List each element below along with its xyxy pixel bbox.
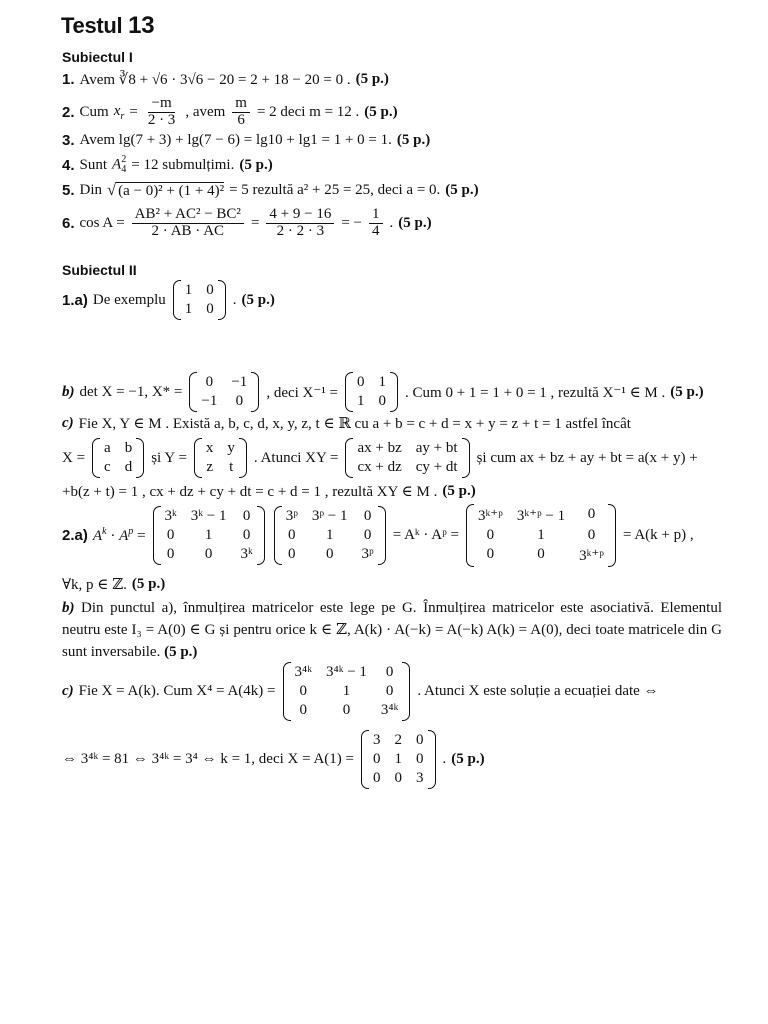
matrix-cell: cx + dz <box>357 459 402 475</box>
points-label: (5 p.) <box>442 483 476 499</box>
matrix-cell: 0 <box>242 508 251 524</box>
item-number: 3. <box>62 132 75 149</box>
item-text: Din punctul a), înmulțirea matricelor este lege pe G. Înmulțirea matricelor este asociativă. Elementul neutru este I₃ = A(0) ∈ G și pentru orice k ∈ ℤ, A(k) · A(−k) = A(−k) A(k) = A(0), deci toate matricele din G sunt inversabile. <box>62 600 723 660</box>
matrix-grid <box>181 280 218 320</box>
matrix-cell: 0 <box>205 374 214 390</box>
item-ii-1c-line2 <box>62 438 698 478</box>
matrix <box>189 372 259 412</box>
matrix-cell: 0 <box>242 527 251 543</box>
matrix-cell: t <box>229 459 234 475</box>
points-label: (5 p.) <box>364 103 398 120</box>
equals-sign: = <box>250 214 260 231</box>
matrix-cell: 1 <box>342 683 351 699</box>
matrix-cell: 0 <box>299 683 307 699</box>
item-label: c) <box>62 415 74 431</box>
matrix-cell: 1 <box>378 374 387 390</box>
numerator: −m <box>148 96 174 113</box>
matrix-cell: 3⁴ᵏ <box>294 664 312 680</box>
matrix-grid <box>100 438 136 478</box>
subscript: r <box>120 110 125 122</box>
matrix-cell: 0 <box>206 282 214 298</box>
item-text: . Atunci X este soluție a ecuației date ⇔ <box>417 683 659 699</box>
matrix-cell: 0 <box>537 546 545 562</box>
item-3 <box>62 132 430 149</box>
matrix-cell: 1 <box>357 393 365 409</box>
radicand: (a − 0)² + (1 + 4)² <box>118 183 225 199</box>
numerator: m <box>232 96 250 113</box>
matrix-cell: 0 <box>385 683 394 699</box>
arrangement-symbol <box>112 155 126 175</box>
matrix-cell: 0 <box>299 702 307 718</box>
item-text: ∀k, p ∈ ℤ. <box>62 577 127 593</box>
item-ii-2a-forall <box>62 575 165 594</box>
item-text: det X = −1, X* = <box>79 383 183 400</box>
matrix-cell: 0 <box>357 374 365 390</box>
matrix-cell: −1 <box>231 374 248 390</box>
matrix-grid <box>282 506 378 565</box>
item-text: . Atunci XY = <box>253 449 339 466</box>
matrix-cell: 0 <box>486 527 495 543</box>
item-text: De exemplu <box>92 291 166 308</box>
matrix-grid <box>291 662 403 721</box>
matrix-cell: 0 <box>385 664 394 680</box>
matrix-grid <box>197 372 251 412</box>
matrix <box>345 438 469 478</box>
matrix-cell: 1 <box>184 301 193 317</box>
matrix-cell: 0 <box>342 702 351 718</box>
item-ii-2c-line2 <box>62 730 485 789</box>
matrix <box>173 280 226 320</box>
matrix-cell: 2 <box>394 732 403 748</box>
points-label: (5 p.) <box>670 383 704 400</box>
item-ii-2a <box>62 504 694 567</box>
subscript: 4 <box>121 164 127 176</box>
equals-sign: = − <box>341 214 362 231</box>
matrix <box>466 504 616 567</box>
matrix-cell: y <box>227 440 235 456</box>
matrix-grid <box>353 438 461 478</box>
item-text: = 5 rezultă a² + 25 = 25, deci a = 0. <box>229 181 441 198</box>
matrix-cell: 1 <box>184 282 193 298</box>
points-label: (5 p.) <box>398 214 432 231</box>
item-number: 4. <box>62 156 75 174</box>
matrix-cell: 3ᵖ <box>285 508 298 524</box>
matrix <box>274 506 386 565</box>
matrix-cell: 0 <box>363 527 372 543</box>
matrix-cell: 3ᵏ <box>240 546 253 562</box>
points-label: (5 p.) <box>241 291 275 308</box>
item-text: X = <box>62 449 86 466</box>
item-text: ⇔ 3⁴ᵏ = 81 ⇔ 3⁴ᵏ = 3⁴ ⇔ k = 1, deci X = A(1) = <box>62 751 355 767</box>
matrix-cell: 0 <box>587 527 596 543</box>
square-root: √ (a − 0)² + (1 + 4)² <box>107 180 225 199</box>
matrix-cell: ax + bz <box>357 440 402 456</box>
points-label: (5 p.) <box>164 644 198 660</box>
superscript: 2 <box>121 154 127 165</box>
fraction <box>145 96 179 129</box>
item-5 <box>62 180 479 200</box>
points-label: (5 p.) <box>131 576 166 592</box>
item-1 <box>62 70 389 89</box>
item-text: = A(k + p) , <box>622 527 694 543</box>
item-text: și cum ax + bz + ay + bt = a(x + y) + <box>476 449 698 466</box>
item-label: b) <box>62 383 75 400</box>
denominator: 2 · 3 <box>147 111 176 128</box>
matrix-cell: 0 <box>206 301 214 317</box>
item-text: +b(z + t) = 1 , cx + dz + cy + dt = c + d = 1 , rezultă XY ∈ M . <box>62 484 438 500</box>
item-text: = 2 deci m = 12 . <box>256 103 360 120</box>
denominator: 4 <box>372 222 380 239</box>
item-text: . <box>442 751 447 767</box>
matrix-cell: 0 <box>373 770 381 786</box>
denominator: 6 <box>237 111 245 128</box>
matrix-cell: 3 <box>416 770 424 786</box>
matrix-cell: 0 <box>204 546 213 562</box>
matrix-cell: 0 <box>373 751 381 767</box>
item-number: 1. <box>62 71 75 88</box>
item-text: Cum <box>79 103 109 120</box>
points-label: (5 p.) <box>396 132 431 148</box>
matrix-grid <box>353 372 390 412</box>
item-text: cos A = <box>79 214 125 231</box>
matrix-cell: 0 <box>288 546 296 562</box>
matrix-cell: 0 <box>235 393 244 409</box>
item-text: . Cum 0 + 1 = 1 + 0 = 1 , rezultă X⁻¹ ∈ M . <box>405 384 666 401</box>
section-heading-1: Subiectul I <box>62 49 133 65</box>
matrix-cell: 0 <box>288 527 296 543</box>
item-text: = 12 submulțimi. <box>131 156 235 173</box>
item-text: Avem ∛8 + √6 · 3√6 − 20 = 2 + 18 − 20 = 0 . <box>79 72 351 88</box>
item-text: . <box>389 214 394 231</box>
matrix-cell: 0 <box>378 393 387 409</box>
item-ii-2c-line1 <box>62 662 659 721</box>
item-number <box>62 292 88 309</box>
matrix-cell: 0 <box>325 546 334 562</box>
denominator: 2 · 2 · 3 <box>276 222 325 239</box>
fraction <box>132 207 244 240</box>
numerator: 1 <box>369 207 383 224</box>
matrix-cell: 1 <box>325 527 334 543</box>
item-number: 5. <box>62 181 75 199</box>
matrix <box>153 506 265 565</box>
numerator: AB² + AC² − BC² <box>132 207 244 224</box>
item-text: , deci X⁻¹ = <box>266 384 339 401</box>
var-a: A <box>112 156 122 173</box>
item-ii-2b <box>62 597 722 663</box>
matrix-cell: 3ᵏ⁺ᵖ <box>478 508 503 524</box>
matrix-cell: 0 <box>166 527 175 543</box>
matrix <box>283 662 411 721</box>
item-6 <box>62 207 432 240</box>
item-text: . <box>232 291 237 308</box>
matrix <box>361 730 436 789</box>
fraction <box>369 207 383 240</box>
matrix-cell: cy + dt <box>415 459 458 475</box>
matrix-grid <box>161 506 257 565</box>
equals-sign: = <box>129 103 138 120</box>
item-2 <box>62 96 398 129</box>
matrix-cell: d <box>124 459 133 475</box>
matrix-grid <box>202 438 239 478</box>
points-label: (5 p.) <box>355 71 389 87</box>
matrix-cell: 0 <box>587 506 596 522</box>
matrix-cell: c <box>104 459 111 475</box>
matrix-cell: 0 <box>363 508 372 524</box>
item-text: Avem lg(7 + 3) + lg(7 − 6) = lg10 + lg1 = 1 + 0 = 1. <box>79 132 392 148</box>
matrix-cell: 3ᵏ⁺ᵖ − 1 <box>516 508 566 524</box>
matrix-cell: 3ᵏ⁺ᵖ <box>579 548 604 564</box>
product-lhs: $A^k \cdot A^p$ = <box>92 526 146 544</box>
matrix-cell: 1 <box>394 751 403 767</box>
item-text: Fie X, Y ∈ M . Există a, b, c, d, x, y, z, t ∈ ℝ cu a + b = c + d = x + y = z + t = 1 astfel încât <box>78 416 631 432</box>
points-label: (5 p.) <box>239 156 273 173</box>
matrix-cell: 3 <box>373 732 381 748</box>
matrix-cell: a <box>104 440 111 456</box>
item-ii-1c-line1 <box>62 414 631 433</box>
matrix-cell: 1 <box>537 527 545 543</box>
item-4 <box>62 155 273 175</box>
matrix-cell: b <box>124 440 133 456</box>
matrix-cell: z <box>206 459 213 475</box>
points-label: (5 p.) <box>445 181 479 198</box>
item-ii-1a <box>62 280 275 320</box>
matrix-cell: 3ᵖ − 1 <box>311 508 348 524</box>
matrix-cell: ay + bt <box>415 440 458 456</box>
item-number: 2. <box>62 103 75 121</box>
item-ii-1c-line3 <box>62 482 476 501</box>
matrix-cell: 1 <box>204 527 213 543</box>
matrix <box>92 438 144 478</box>
item-text: Fie X = A(k). Cum X⁴ = A(4k) = <box>78 683 276 699</box>
item-text: și Y = <box>151 449 187 466</box>
section-heading-2: Subiectul II <box>62 262 137 278</box>
points-label: (5 p.) <box>451 751 485 767</box>
item-text: Din <box>79 181 103 198</box>
denominator: 2 · AB · AC <box>151 222 225 239</box>
item-label: 2.a) <box>62 527 88 544</box>
matrix-grid <box>474 504 608 567</box>
matrix-cell: 0 <box>416 732 424 748</box>
item-label: b) <box>62 600 75 616</box>
fraction <box>266 207 334 240</box>
matrix <box>345 372 398 412</box>
numerator: 4 + 9 − 16 <box>266 207 334 224</box>
matrix-cell: 3⁴ᵏ <box>380 702 399 718</box>
matrix-cell: −1 <box>201 393 218 409</box>
title-number: 13 <box>128 12 155 39</box>
matrix-cell: 0 <box>394 770 403 786</box>
item-label: c) <box>62 683 74 699</box>
item-text: = Aᵏ · Aᵖ = <box>392 527 460 543</box>
matrix-cell: 0 <box>486 546 495 562</box>
matrix-cell: 3⁴ᵏ − 1 <box>325 664 367 680</box>
matrix <box>194 438 247 478</box>
matrix-cell: 3ᵏ <box>164 508 177 524</box>
matrix-cell: 3ᵏ − 1 <box>190 508 227 524</box>
item-number: 6. <box>62 214 75 232</box>
item-text: Sunt <box>79 156 108 173</box>
title-word: Testul <box>61 13 123 38</box>
fraction <box>232 96 250 129</box>
matrix-cell: 0 <box>416 751 424 767</box>
page-title <box>61 12 154 40</box>
item-ii-1b <box>62 372 704 412</box>
item-text: , avem <box>185 103 226 120</box>
item-label: 1.a) <box>62 291 88 309</box>
var-x: x <box>113 102 121 119</box>
matrix-grid <box>369 730 428 789</box>
matrix-cell: 3ᵖ <box>361 546 374 562</box>
matrix-cell: 0 <box>166 546 175 562</box>
matrix-cell: x <box>205 440 214 456</box>
